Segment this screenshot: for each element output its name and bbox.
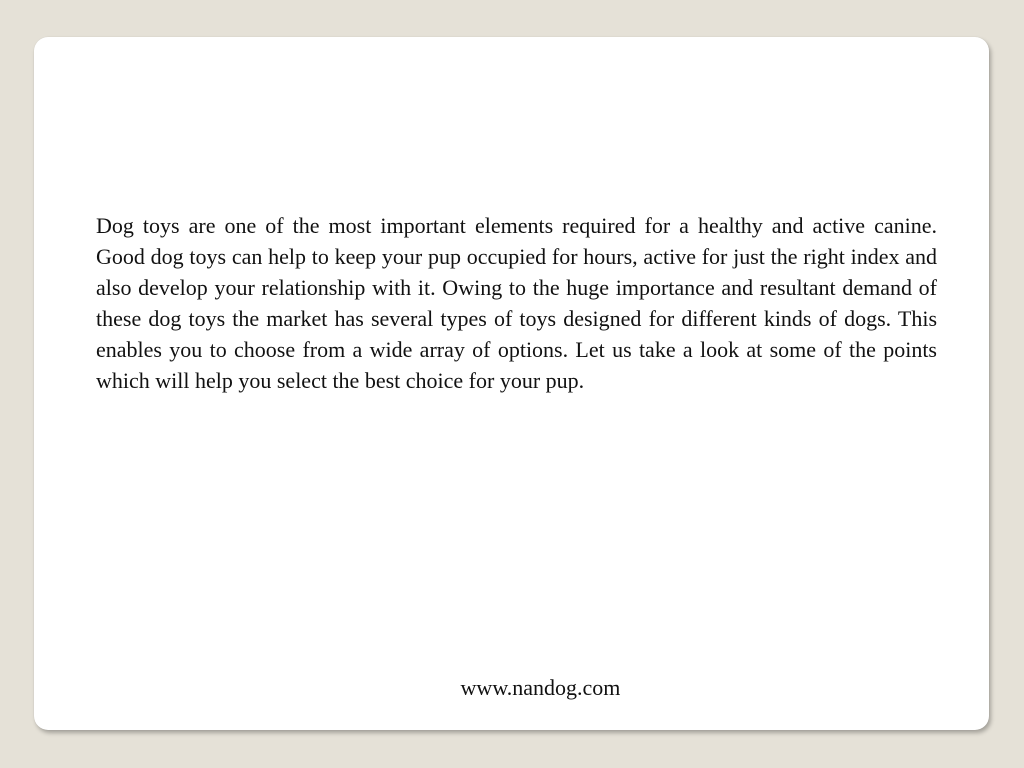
slide-card	[34, 37, 989, 730]
body-paragraph: Dog toys are one of the most important elements required for a healthy and active canine. Good dog toys can help to keep your pup occupied for hours, active for just the right index and also develop your relationship with it. Owing to the huge importance and resultant demand of these dog toys the market has several types of toys designed for different kinds of dogs. This enables you to choose from a wide array of options. Let us take a look at some of the points which will help you select the best choice for your pup.	[96, 213, 937, 393]
footer-website-link[interactable]: www.nandog.com	[460, 675, 621, 700]
